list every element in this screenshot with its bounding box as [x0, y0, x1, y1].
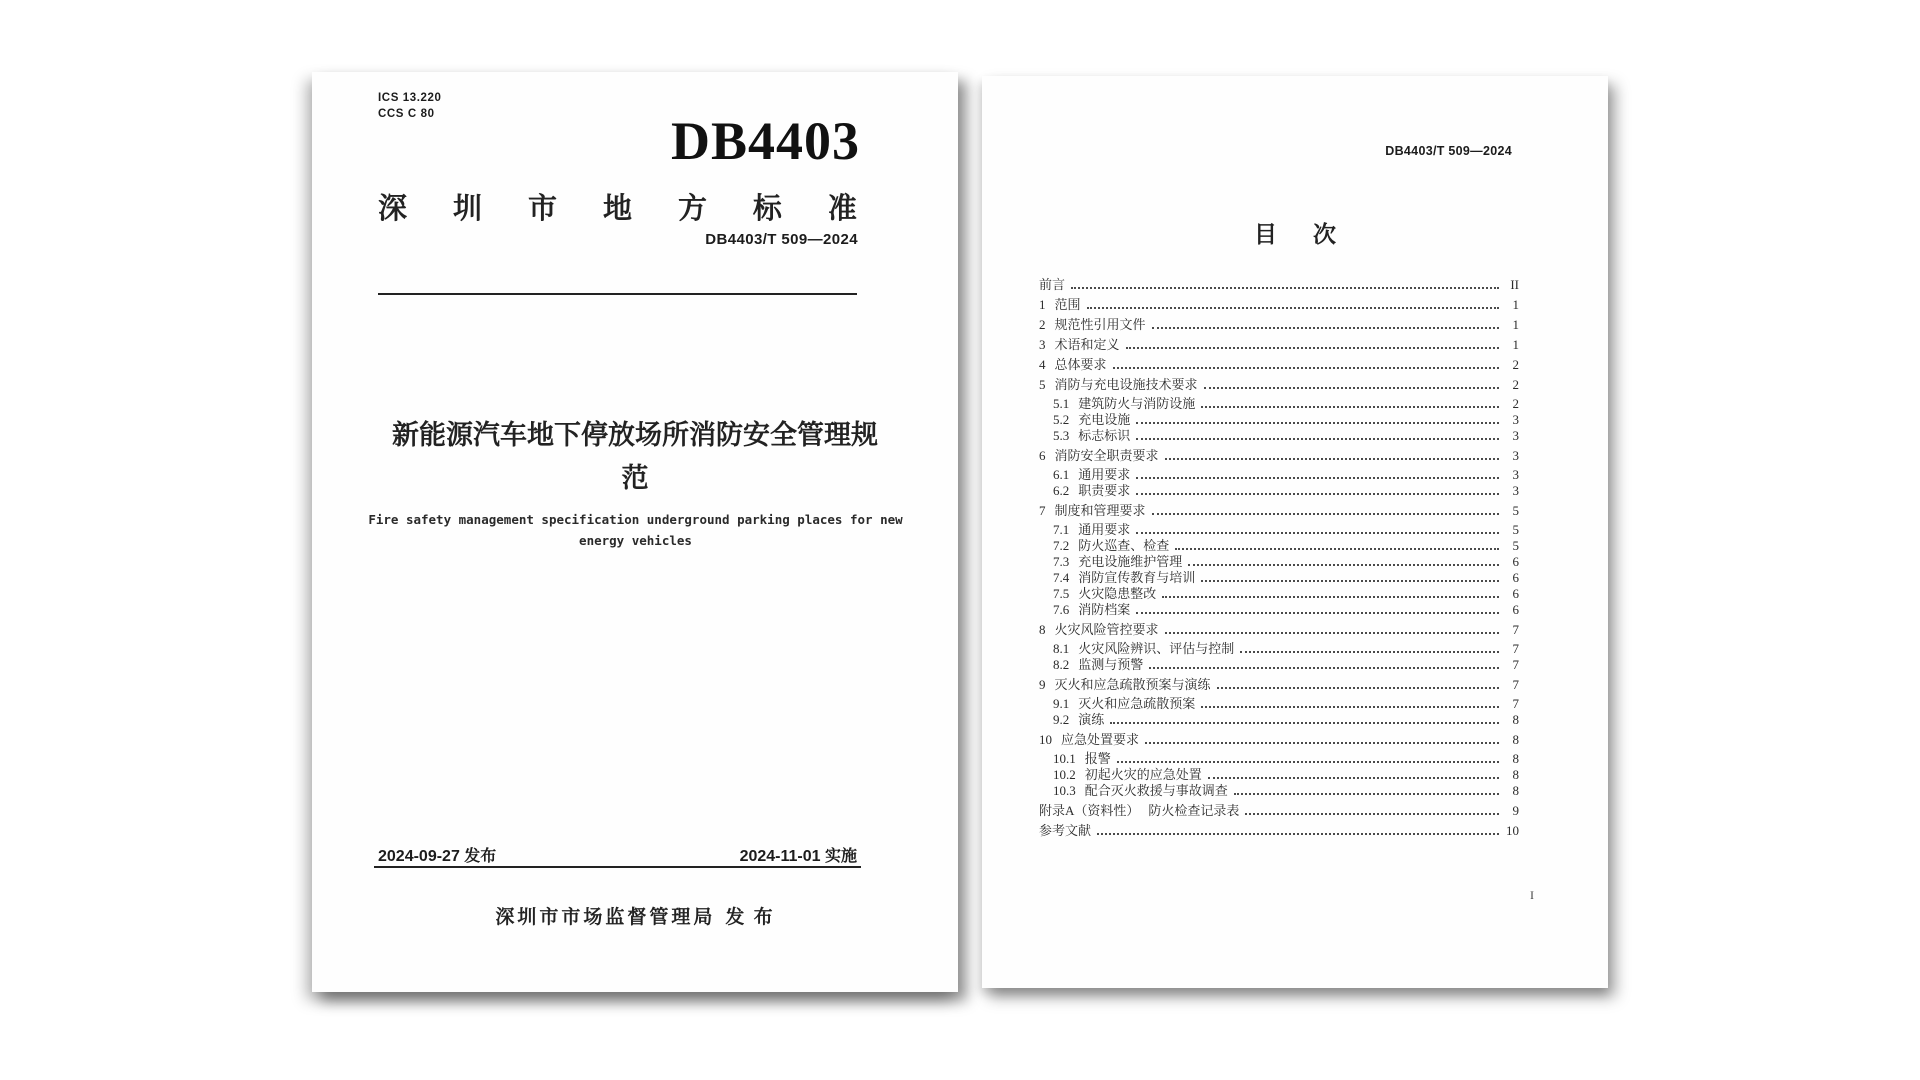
toc-entry-number: 6.1 — [1053, 467, 1070, 482]
toc-entry-number: 7.4 — [1053, 570, 1070, 585]
toc-leader-dots — [1234, 793, 1499, 795]
toc-entry-page: 3 — [1512, 448, 1519, 463]
toc-entry-page: 7 — [1512, 622, 1519, 637]
toc-entry-page: 2 — [1512, 377, 1519, 392]
toc-entry-number: 10.3 — [1053, 783, 1076, 798]
toc-entry-page: 8 — [1512, 783, 1519, 798]
toc-entry-number: 9.2 — [1053, 712, 1070, 727]
toc-entry-label: 灭火和应急疏散预案 — [1078, 696, 1196, 711]
toc-leader-dots — [1204, 387, 1499, 389]
toc-entry-label: 建筑防火与消防设施 — [1078, 396, 1196, 411]
toc-entry-number: 4 — [1039, 357, 1046, 372]
toc-leader-dots — [1208, 777, 1499, 779]
toc-entry-label: 监测与预警 — [1078, 657, 1144, 672]
toc-entry-label: 范围 — [1054, 297, 1081, 312]
dates-row — [378, 843, 857, 866]
standard-type-row — [378, 186, 857, 227]
toc-entry-label: 充电设施 — [1078, 412, 1131, 427]
toc-leader-dots — [1149, 667, 1499, 669]
ics-ccs-block — [378, 90, 442, 122]
standard-type-char: 方 — [677, 193, 707, 225]
toc-entry-label: 职责要求 — [1078, 483, 1131, 498]
toc-leader-dots — [1136, 422, 1499, 424]
toc-leader-dots — [1188, 564, 1499, 566]
toc-leader-dots — [1175, 548, 1499, 550]
toc-entry-page: 3 — [1512, 428, 1519, 443]
toc-leader-dots — [1071, 287, 1499, 289]
toc-entry-page: 8 — [1512, 751, 1519, 766]
toc-leader-dots — [1136, 438, 1499, 440]
toc-entry-page: 3 — [1512, 467, 1519, 482]
toc-leader-dots — [1136, 477, 1499, 479]
toc-entry-label: 标志标识 — [1078, 428, 1131, 443]
publish-label: 发 布 — [725, 907, 775, 928]
db-code-logo: DB4403 — [670, 111, 860, 171]
toc-entry — [1039, 803, 1519, 818]
toc-entry-page: 7 — [1512, 641, 1519, 656]
toc-entry-number: 附录A（资料性） — [1039, 803, 1140, 818]
toc-entry-number: 9 — [1039, 677, 1046, 692]
standard-type-char: 深 — [378, 193, 408, 225]
toc-entry-label: 应急处置要求 — [1061, 732, 1140, 747]
toc-entry — [1039, 337, 1519, 352]
toc-leader-dots — [1136, 532, 1499, 534]
toc-entry — [1039, 732, 1519, 747]
toc-entry-page: 5 — [1512, 538, 1519, 553]
toc-entry-number: 7.1 — [1053, 522, 1070, 537]
dates-divider-rule — [374, 866, 861, 868]
toc-entry-label: 参考文献 — [1039, 823, 1092, 838]
toc-entry-number: 10 — [1039, 732, 1052, 747]
toc-entry — [1039, 277, 1519, 292]
toc-entry-number: 6 — [1039, 448, 1046, 463]
cover-page — [312, 72, 958, 992]
implementation-date: 2024-11-01 实施 — [739, 848, 857, 865]
toc-entry-page: 6 — [1512, 602, 1519, 617]
toc-title-char: 次 — [1313, 221, 1336, 247]
toc-leader-dots — [1097, 833, 1499, 835]
toc-leader-dots — [1152, 327, 1499, 329]
toc-entry-number: 5 — [1039, 377, 1046, 392]
toc-entry-label: 防火巡查、检查 — [1078, 538, 1170, 553]
ics-code: ICS 13.220 — [378, 92, 442, 104]
toc-entry-page: 6 — [1512, 570, 1519, 585]
toc-entry-label: 消防安全职责要求 — [1054, 448, 1159, 463]
toc-entry-label: 灭火和应急疏散预案与演练 — [1054, 677, 1211, 692]
standard-type-char: 标 — [752, 193, 782, 225]
toc-entry-page: 1 — [1512, 337, 1519, 352]
toc-entry — [1039, 522, 1519, 537]
toc-entry-label: 总体要求 — [1054, 357, 1107, 372]
toc-leader-dots — [1201, 580, 1499, 582]
toc-entry-number: 8 — [1039, 622, 1046, 637]
toc-leader-dots — [1165, 458, 1499, 460]
toc-entry — [1039, 767, 1519, 782]
toc-entry-number: 7.6 — [1053, 602, 1070, 617]
toc-entry-number: 7.5 — [1053, 586, 1070, 601]
toc-entry — [1039, 712, 1519, 727]
toc-leader-dots — [1136, 612, 1499, 614]
toc-entry-page: 7 — [1512, 696, 1519, 711]
toc-entry-page: 10 — [1506, 823, 1519, 838]
toc-leader-dots — [1201, 706, 1499, 708]
toc-leader-dots — [1110, 722, 1499, 724]
toc-entry — [1039, 823, 1519, 838]
toc-entry-label: 消防宣传教育与培训 — [1078, 570, 1196, 585]
header-standard-number: DB4403/T 509—2024 — [1385, 144, 1512, 158]
toc-entry-label: 报警 — [1084, 751, 1111, 766]
toc-leader-dots — [1201, 406, 1499, 408]
toc-entry-label: 消防与充电设施技术要求 — [1054, 377, 1198, 392]
toc-entry — [1039, 783, 1519, 798]
toc-entry-label: 通用要求 — [1078, 522, 1131, 537]
toc-entry — [1039, 503, 1519, 518]
toc-entry-number: 8.1 — [1053, 641, 1070, 656]
toc-entry — [1039, 297, 1519, 312]
cover-title-en: Fire safety management specification underground parking places for new energy vehicles — [368, 512, 903, 548]
toc-entry-page: 8 — [1512, 712, 1519, 727]
publisher-name: 深圳市市场监督管理局 — [495, 907, 716, 928]
toc-entry-page: 9 — [1512, 803, 1519, 818]
toc-entry — [1039, 622, 1519, 637]
toc-entry-page: 1 — [1512, 317, 1519, 332]
toc-entry — [1039, 602, 1519, 617]
toc-entry-label: 火灾风险辨识、评估与控制 — [1078, 641, 1235, 656]
toc-entry — [1039, 586, 1519, 601]
footer-page-number: I — [1530, 888, 1534, 902]
toc-entry — [1039, 751, 1519, 766]
toc-entry — [1039, 696, 1519, 711]
toc-entry-page: 5 — [1512, 522, 1519, 537]
toc-entry-label: 前言 — [1039, 277, 1066, 292]
toc-entry-label: 演练 — [1078, 712, 1105, 727]
toc-title-char: 目 — [1254, 221, 1277, 247]
toc-entry-number: 7 — [1039, 503, 1046, 518]
toc-entry-number: 8.2 — [1053, 657, 1070, 672]
toc-leader-dots — [1087, 307, 1499, 309]
toc-entry-page: 5 — [1512, 503, 1519, 518]
toc-entry-label: 术语和定义 — [1054, 337, 1120, 352]
toc-entry — [1039, 677, 1519, 692]
toc-leader-dots — [1162, 596, 1499, 598]
toc-entry-page: 2 — [1512, 357, 1519, 372]
toc-leader-dots — [1240, 651, 1499, 653]
toc-entry-page: 8 — [1512, 767, 1519, 782]
toc-entry — [1039, 428, 1519, 443]
toc-leader-dots — [1126, 347, 1499, 349]
contents-page — [982, 76, 1608, 988]
toc-entry — [1039, 448, 1519, 463]
toc-entry-page: 3 — [1512, 412, 1519, 427]
toc-entry-page: 8 — [1512, 732, 1519, 747]
toc-entry-number: 5.1 — [1053, 396, 1070, 411]
toc-entry — [1039, 538, 1519, 553]
toc-entry-label: 配合灭火救援与事故调查 — [1084, 783, 1228, 798]
toc-entry — [1039, 412, 1519, 427]
toc-entry-label: 防火检查记录表 — [1148, 803, 1240, 818]
toc-entry-page: 6 — [1512, 586, 1519, 601]
ccs-code: CCS C 80 — [378, 108, 435, 120]
standard-type-char: 圳 — [452, 193, 482, 225]
toc-entry-label: 通用要求 — [1078, 467, 1131, 482]
toc-entry — [1039, 396, 1519, 411]
toc-entry-label: 充电设施维护管理 — [1078, 554, 1183, 569]
toc-entry-number: 2 — [1039, 317, 1046, 332]
toc-entry-page: 6 — [1512, 554, 1519, 569]
toc-leader-dots — [1117, 761, 1499, 763]
toc-entry-label: 初起火灾的应急处置 — [1084, 767, 1202, 782]
toc-entry-number: 5.2 — [1053, 412, 1070, 427]
toc-leader-dots — [1165, 632, 1499, 634]
toc-entry-number: 10.1 — [1053, 751, 1076, 766]
issue-date: 2024-09-27 发布 — [378, 848, 497, 865]
toc-entry-page: 3 — [1512, 483, 1519, 498]
toc-entry-label: 火灾风险管控要求 — [1054, 622, 1159, 637]
toc-entry-page: 7 — [1512, 657, 1519, 672]
toc-entry — [1039, 657, 1519, 672]
toc-entry — [1039, 483, 1519, 498]
toc-title — [982, 216, 1608, 249]
toc-entry — [1039, 467, 1519, 482]
toc-entry — [1039, 377, 1519, 392]
standard-type-char: 地 — [602, 193, 632, 225]
toc-leader-dots — [1217, 687, 1499, 689]
toc-entry-label: 消防档案 — [1078, 602, 1131, 617]
toc-entry — [1039, 641, 1519, 656]
standard-type-char: 准 — [827, 193, 857, 225]
toc-entry-number: 1 — [1039, 297, 1046, 312]
toc-entry — [1039, 317, 1519, 332]
toc-entry-page: II — [1510, 277, 1519, 292]
cover-title-cn: 新能源汽车地下停放场所消防安全管理规范 — [392, 420, 878, 493]
toc-entry-number: 10.2 — [1053, 767, 1076, 782]
toc-entry-label: 制度和管理要求 — [1054, 503, 1146, 518]
toc-entry-number: 7.2 — [1053, 538, 1070, 553]
cover-divider-rule — [378, 293, 857, 295]
toc-leader-dots — [1152, 513, 1499, 515]
toc-entry-page: 7 — [1512, 677, 1519, 692]
toc-leader-dots — [1136, 493, 1499, 495]
toc-entry-page: 1 — [1512, 297, 1519, 312]
toc-entry-number: 9.1 — [1053, 696, 1070, 711]
toc-entry-number: 3 — [1039, 337, 1046, 352]
toc-leader-dots — [1245, 813, 1499, 815]
toc-entry — [1039, 570, 1519, 585]
toc-entry — [1039, 357, 1519, 372]
toc-list — [1039, 277, 1519, 842]
toc-entry-label: 火灾隐患整改 — [1078, 586, 1157, 601]
standard-type-char: 市 — [527, 193, 557, 225]
toc-entry-number: 7.3 — [1053, 554, 1070, 569]
toc-entry-number: 6.2 — [1053, 483, 1070, 498]
toc-entry-number: 5.3 — [1053, 428, 1070, 443]
toc-entry-page: 2 — [1512, 396, 1519, 411]
toc-leader-dots — [1145, 742, 1499, 744]
publisher-row — [312, 902, 958, 929]
toc-entry-label: 规范性引用文件 — [1054, 317, 1146, 332]
toc-entry — [1039, 554, 1519, 569]
toc-leader-dots — [1113, 367, 1499, 369]
cover-standard-number: DB4403/T 509—2024 — [705, 231, 858, 248]
